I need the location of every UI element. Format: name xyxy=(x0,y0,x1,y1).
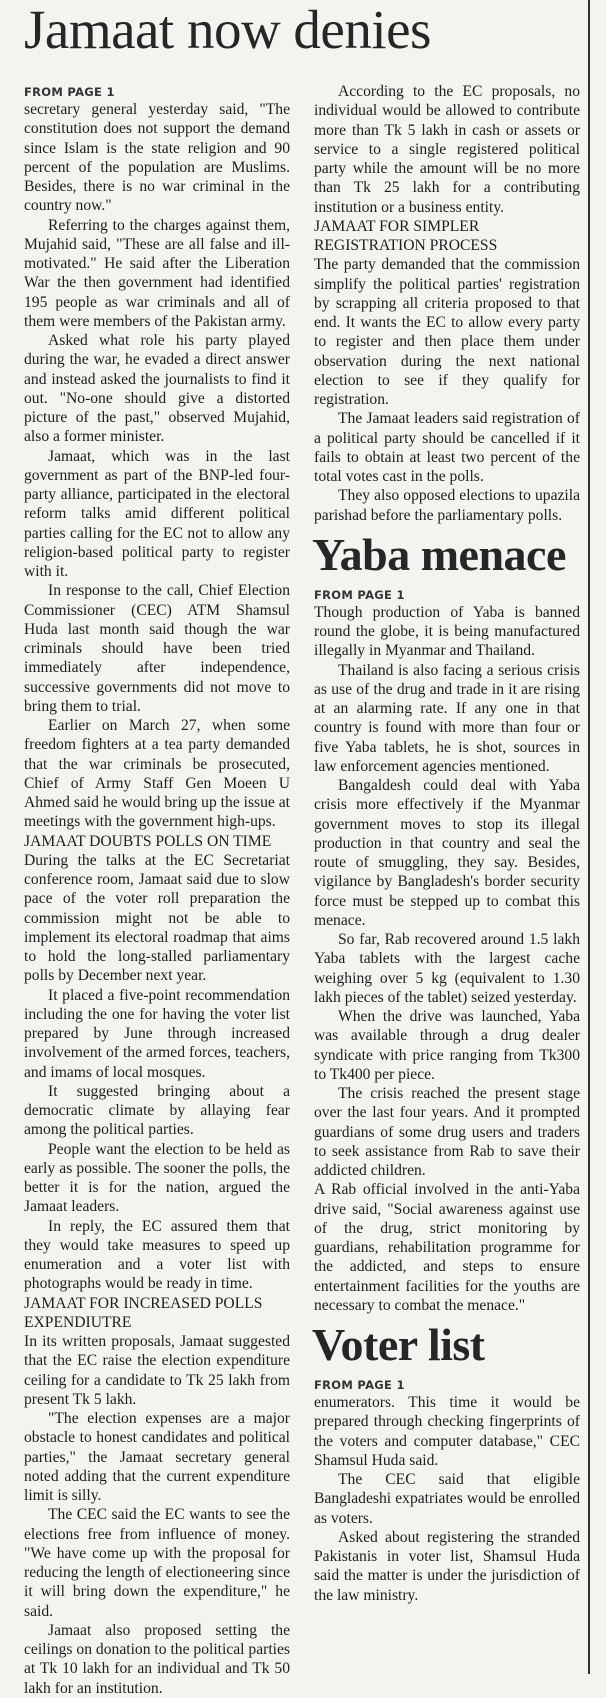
article-column-right xyxy=(314,82,580,1605)
paragraph: The crisis reached the present stage over the last four years. And it prompted guardians of some drug users and traders to seek assistance from Rab to save their addicted children. xyxy=(314,1085,580,1179)
paragraph: In reply, the EC assured them that they would take measures to speed up enumeration and a voter list with photographs would be ready in time. xyxy=(24,1217,290,1293)
headline-jamaat-now-denies: Jamaat now denies xyxy=(24,0,431,60)
subheading: JAMAAT DOUBTS POLLS ON TIME xyxy=(24,832,272,850)
paragraph: Asked what role his party played during the war, he evaded a direct answer and instead asked the journalists to find it out. "No-one should give a distorted picture of the past," observed Mujahid, also a former minister. xyxy=(24,332,290,446)
paragraph: They also opposed elections to upazila parishad before the parliamentary polls. xyxy=(314,487,580,524)
paragraph: Thailand is also facing a serious crisis as use of the drug and trade in it are rising at an alarming rate. If any one in that country is found with more than four or five Yaba tablets, he is shot, sources in law enforcement agencies mentioned. xyxy=(314,661,580,775)
paragraph: People want the election to be held as early as possible. The sooner the polls, the better it is for the nation, argued the Jamaat leaders. xyxy=(24,1140,290,1216)
paragraph: A Rab official involved in the anti-Yaba drive said, "Social awareness against use of the drug, strict monitoring by guardians, rehabilitation programme for the addicted, and steps to ensure entertainment facilities for the youths are necessary to combat the menace." xyxy=(314,1181,580,1314)
paragraph: During the talks at the EC Secretariat conference room, Jamaat said due to slow pace of the voter roll preparation the commission might not be able to implement its electoral roadmap that aims to hold the long-stalled parliamentary polls by December next year. xyxy=(24,851,290,985)
from-page-label: FROM PAGE 1 xyxy=(314,587,405,602)
subheading: JAMAAT FOR SIMPLER REGISTRATION PROCESS xyxy=(314,217,498,254)
paragraph: Bangaldesh could deal with Yaba crisis more effectively if the Myanmar government moves to stop its illegal production in that country and seal the route of smuggling, they say. Besides, vigilance by Bangladesh's border security force must be stepped up to combat this menace. xyxy=(314,777,580,929)
from-page-label: FROM PAGE 1 xyxy=(314,1378,405,1392)
paragraph: According to the EC proposals, no individual would be allowed to contribute more than Tk 5 lakh in cash or assets or service to a single registered political party while the amount will be no more than Tk 25 lakh for a contributing institution or a business entity. xyxy=(314,83,580,216)
column-divider xyxy=(588,0,590,1674)
paragraph: Referring to the charges against them, Mujahid said, "These are all false and ill-motivated." He said after the Liberation War the then government had identified 195 people as war criminals and all of them were members of the Pakistan army. xyxy=(24,216,290,330)
paragraph: Earlier on March 27, when some freedom fighters at a tea party demanded that the war criminals be prosecuted, Chief of Army Staff Gen Moeen U Ahmed said he would bring up the issue at meetings with the government high-ups. xyxy=(24,717,290,831)
from-page-label: FROM PAGE 1 xyxy=(24,85,115,99)
paragraph: Asked about registering the stranded Pakistanis in voter list, Shamsul Huda said the matter is under the jurisdiction of the law ministry. xyxy=(314,1528,580,1604)
paragraph: It placed a five-point recommendation including the one for having the voter list prepared by June through increased involvement of the armed forces, teachers, and imams of local mosques. xyxy=(24,986,290,1081)
section-headline: Yaba menace xyxy=(312,528,566,580)
paragraph: "The election expenses are a major obstacle to honest candidates and political parties," the Jamaat secretary general noted adding that the current expenditure limit is silly. xyxy=(24,1410,290,1504)
paragraph: In its written proposals, Jamaat suggested that the EC raise the election expenditure ceiling for a candidate to Tk 25 lakh from present Tk 5 lakh. xyxy=(24,1333,290,1408)
paragraph: Though production of Yaba is banned round the globe, it is being manufactured illegally in Myanmar and Thailand. xyxy=(314,603,580,660)
paragraph: The party demanded that the commission simplify the political parties' registration by scrapping all criteria proposed to that end. It wants the EC to allow every party to register and then place them under observation during the next national election to see if they qualify for registration. xyxy=(314,256,580,408)
paragraph: So far, Rab recovered around 1.5 lakh Yaba tablets with the largest cache weighing over 5 kg (equivalent to 1.30 lakh pieces of the tablet) seized yesterday. xyxy=(314,931,580,1006)
paragraph: It suggested bringing about a democratic climate by allaying fear among the political parties. xyxy=(24,1082,290,1139)
paragraph: The CEC said the EC wants to see the elections free from influence of money. "We have come up with the proposal for reducing the length of electioneering since it will bring down the expenditure," he said. xyxy=(24,1506,290,1620)
subheading: JAMAAT FOR INCREASED POLLS EXPENDIUTRE xyxy=(24,1294,263,1331)
article-column-left xyxy=(24,84,290,1698)
paragraph: Jamaat, which was in the last government as part of the BNP-led four-party alliance, participated in the electoral reform talks amid different political parties calling for the EC not to allow any religion-based political party to register with it. xyxy=(24,447,290,580)
paragraph: In response to the call, Chief Election Commissioner (CEC) ATM Shamsul Huda last month said though the war criminals should have been tried immediately after independence, successive governments did not move to bring them to trial. xyxy=(24,582,290,715)
paragraph: When the drive was launched, Yaba was available through a drug dealer syndicate with price ranging from Tk300 to Tk400 per piece. xyxy=(314,1008,580,1083)
paragraph: enumerators. This time it would be prepared through checking fingerprints of the voters and computer database," CEC Shamsul Huda said. xyxy=(314,1394,580,1469)
paragraph: The Jamaat leaders said registration of a political party should be cancelled if it fails to obtain at least two percent of the total votes cast in the polls. xyxy=(314,410,580,485)
paragraph: Jamaat also proposed setting the ceilings on donation to the political parties at Tk 10 lakh for an individual and Tk 50 lakh for an institution. xyxy=(24,1621,290,1697)
paragraph: The CEC said that eligible Bangladeshi expatriates would be enrolled as voters. xyxy=(314,1471,580,1527)
paragraph: secretary general yesterday said, "The constitution does not support the demand since Islam is the state religion and 90 percent of the population are Muslims. Besides, there is no war criminal in the country now." xyxy=(24,101,290,215)
section-headline: Voter list xyxy=(312,1319,485,1370)
